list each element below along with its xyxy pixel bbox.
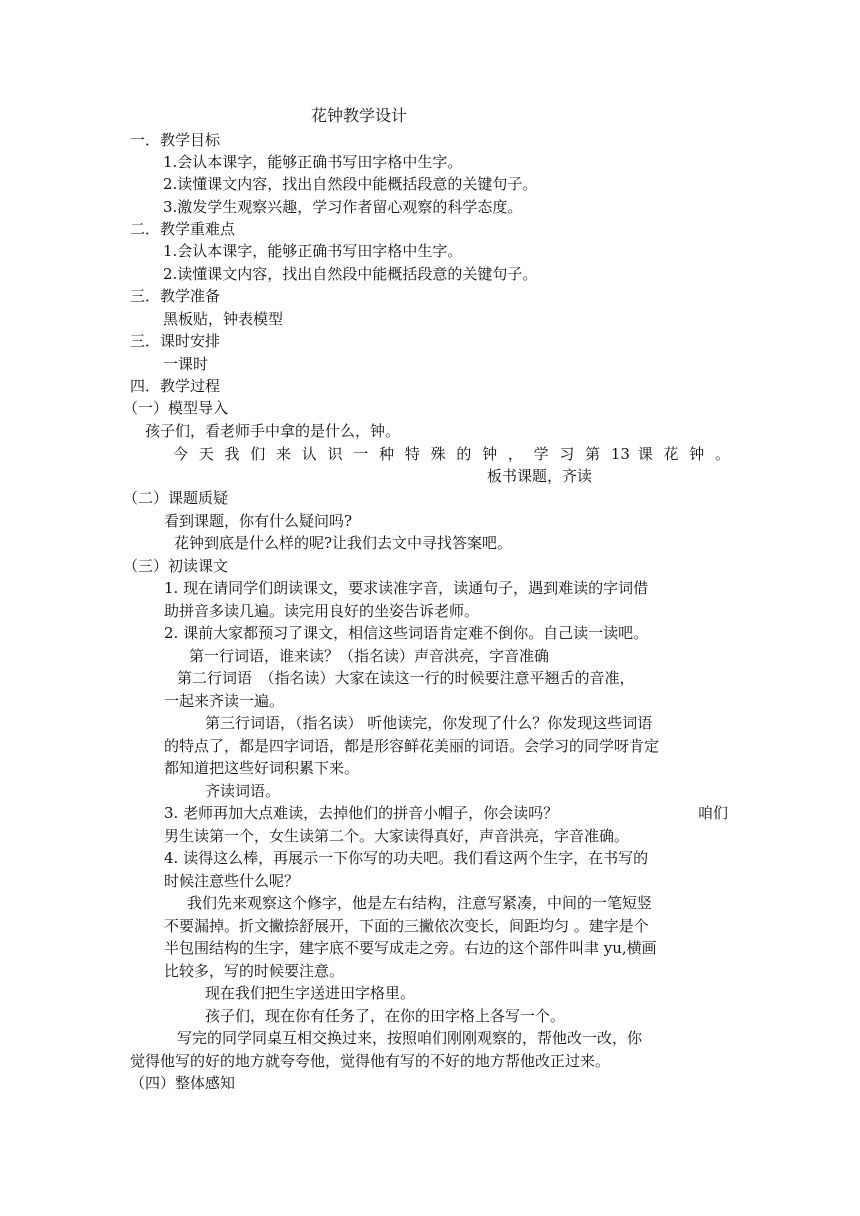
paragraph-line: 都知道把这些好词积累下来。 [164, 759, 360, 777]
section-heading-prep: 三．教学准备 [130, 287, 221, 305]
paragraph-line: 我们先来观察这个修字，他是左右结构，注意写紧凑，中间的一笔短竖 [187, 894, 653, 912]
paragraph-line: 2. 课前大家都预习了课文，相信这些词语肯定难不倒你。自己读一读吧。 [164, 624, 649, 642]
paragraph-line: 花钟到底是什么样的呢?让我们去文中寻找答案吧。 [174, 534, 513, 552]
paragraph-line: 第三行词语，（指名读） 听他读完，你发现了什么？你发现这些词语 [205, 714, 653, 732]
subsection-heading-question: （二）课题质疑 [123, 489, 229, 507]
paragraph-line: 的特点了，都是四字词语，都是形容鲜花美丽的词语。会学习的同学呀肯定 [164, 737, 660, 755]
paragraph-line: 1. 现在请同学们朗读课文，要求读准字音，读通句子，遇到难读的字词借 [164, 579, 649, 597]
paragraph-line: 半包围结构的生字，建字底不要写成走之旁。右边的这个部件叫聿 yu,横画 [164, 939, 657, 957]
paragraph-line: 孩子们，看老师手中拿的是什么，钟。 [145, 422, 401, 440]
paragraph-line: 孩子们，现在你有任务了，在你的田字格上各写一个。 [205, 1007, 566, 1025]
subsection-heading-first-reading: （三）初读课文 [123, 557, 229, 575]
paragraph-line: 4. 读得这么棒，再展示一下你写的功夫吧。我们看这两个生字，在书写的 [164, 849, 649, 867]
schedule-text: 一课时 [163, 355, 209, 373]
paragraph-line: 助拼音多读几遍。读完用良好的坐姿告诉老师。 [164, 602, 480, 620]
paragraph-line: 第二行词语 （指名读）大家在读这一行的时候要注意平翘舌的音准， [177, 669, 635, 687]
subsection-heading-overall: （四）整体感知 [130, 1074, 236, 1092]
paragraph-line: 齐读词语。 [205, 782, 281, 800]
paragraph-line: 第一行词语，谁来读？（指名读）声音洪亮，字音准确 [189, 647, 550, 665]
paragraph-line: 时候注意些什么呢？ [164, 872, 300, 890]
key-point-item: 2.读懂课文内容，找出自然段中能概括段意的关键句子。 [163, 265, 538, 283]
paragraph-line: 咱们 [698, 804, 729, 822]
section-heading-process: 四．教学过程 [130, 377, 221, 395]
paragraph-line: 不要漏掉。折文撇捺舒展开，下面的三撇依次变长，间距均匀 。建字是个 [164, 917, 649, 935]
subsection-heading-intro: （一）模型导入 [123, 399, 229, 417]
paragraph-line: 看到课题，你有什么疑问吗? [164, 512, 353, 530]
paragraph-line: 板书课题，齐读 [487, 467, 593, 485]
paragraph-line: 一起来齐读一遍。 [164, 692, 285, 710]
paragraph-line: 3. 老师再加大点难读，去掉他们的拼音小帽子，你会读吗？ [164, 804, 559, 822]
section-heading-goals: 一．教学目标 [130, 131, 221, 149]
paragraph-line: 现在我们把生字送进田字格里。 [205, 984, 416, 1002]
goal-item: 1.会认本课字，能够正确书写田字格中生字。 [163, 153, 463, 171]
paragraph-line: 男生读第一个，女生读第二个。大家读得真好，声音洪亮，字音准确。 [164, 827, 630, 845]
goal-item: 3.激发学生观察兴趣，学习作者留心观察的科学态度。 [163, 198, 523, 216]
paragraph-line: 写完的同学同桌互相交换过来，按照咱们刚刚观察的，帮他改一改，你 [177, 1029, 643, 1047]
paragraph-line: 觉得他写的好的地方就夸夸他，觉得他有写的不好的地方帮他改正过来。 [130, 1052, 611, 1070]
prep-text: 黑板贴，钟表模型 [163, 310, 284, 328]
section-heading-schedule: 三．课时安排 [130, 332, 221, 350]
section-heading-key-points: 二．教学重难点 [130, 220, 236, 238]
goal-item: 2.读懂课文内容，找出自然段中能概括段意的关键句子。 [163, 175, 538, 193]
paragraph-line: 今 天 我 们 来 认 识 一 种 特 殊 的 钟 ， 学 习 第 13 课 花 钟 。 [173, 445, 730, 463]
paragraph-line: 比较多，写的时候要注意。 [164, 962, 345, 980]
key-point-item: 1.会认本课字，能够正确书写田字格中生字。 [163, 242, 463, 260]
document-title: 花钟教学设计 [311, 106, 408, 125]
